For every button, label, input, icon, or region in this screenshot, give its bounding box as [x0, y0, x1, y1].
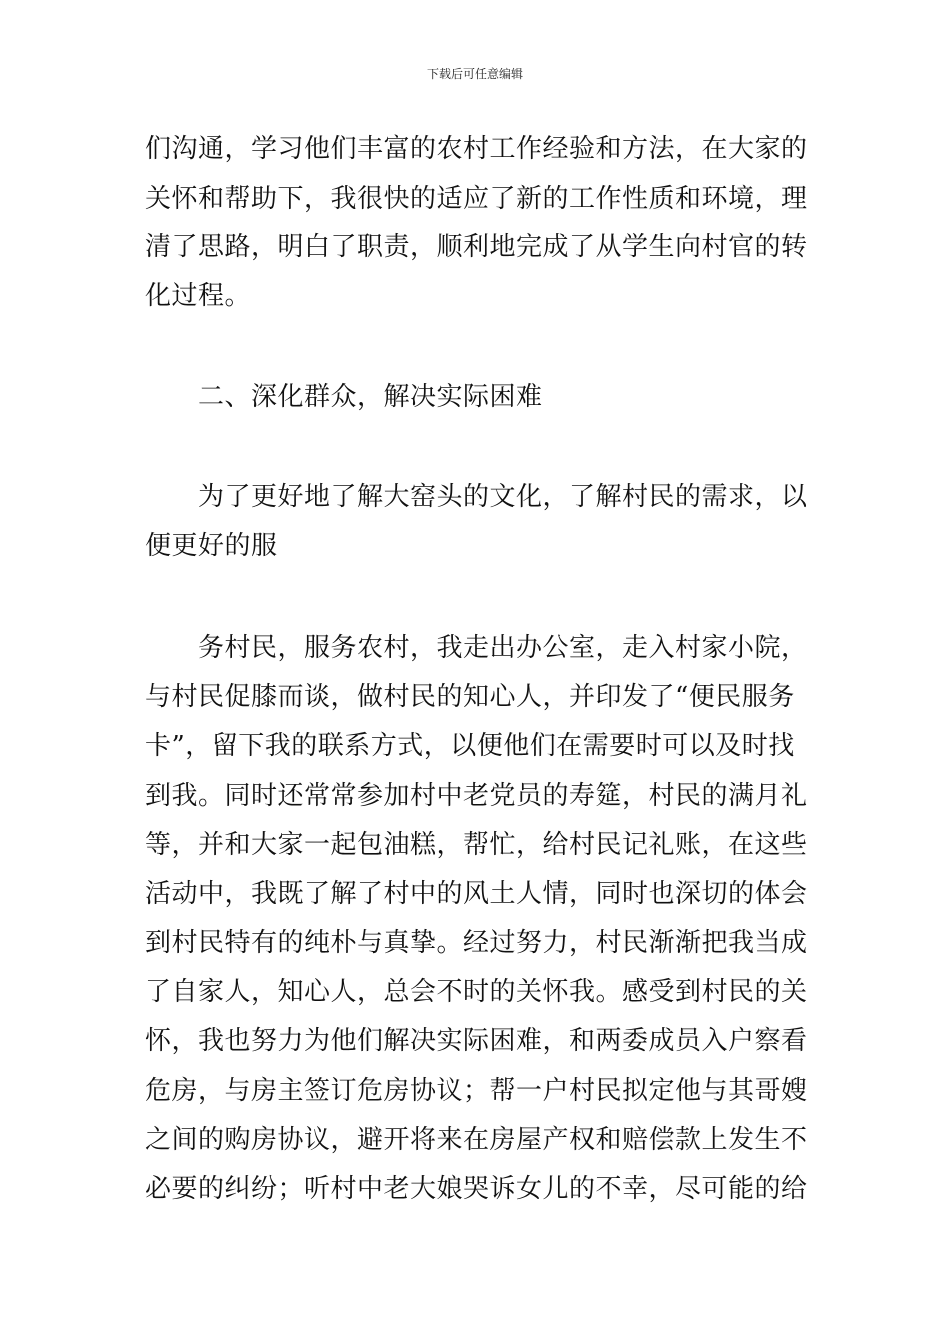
text-line: 化过程。 — [145, 281, 252, 311]
text-line: 清了思路，明白了职责，顺利地完成了从学生向村官的转 — [145, 232, 808, 262]
page-header: 下载后可任意编辑 — [426, 67, 523, 81]
text-line: 之间的购房协议，避开将来在房屋产权和赔偿款上发生不 — [145, 1125, 808, 1155]
text-line: 与村民促膝而谈，做村民的知心人，并印发了“便民服务 — [145, 682, 795, 712]
text-line: 危房，与房主签订危房协议；帮一户村民拟定他与其哥嫂 — [145, 1076, 808, 1106]
text-line: 怀，我也努力为他们解决实际困难，和两委成员入户察看 — [145, 1026, 808, 1056]
text-line: 了自家人，知心人，总会不时的关怀我。感受到村民的关 — [145, 977, 808, 1007]
text-line: 到我。同时还常常参加村中老党员的寿筵，村民的满月礼 — [145, 781, 808, 811]
section-heading: 二、深化群众，解决实际困难 — [198, 382, 543, 412]
text-line: 们沟通，学习他们丰富的农村工作经验和方法，在大家的 — [145, 134, 808, 164]
text-line: 等，并和大家一起包油糕，帮忙，给村民记礼账，在这些 — [145, 830, 808, 860]
text-line: 卡”，留下我的联系方式，以便他们在需要时可以及时找 — [145, 731, 795, 761]
text-line: 务村民，服务农村，我走出办公室，走入村家小院， — [198, 633, 808, 663]
text-line: 为了更好地了解大窑头的文化，了解村民的需求，以 — [198, 482, 808, 512]
text-line: 关怀和帮助下，我很快的适应了新的工作性质和环境，理 — [145, 184, 808, 214]
text-line: 便更好的服 — [145, 531, 278, 561]
text-line: 活动中，我既了解了村中的风土人情，同时也深切的体会 — [145, 879, 808, 909]
text-line: 到村民特有的纯朴与真挚。经过努力，村民渐渐把我当成 — [145, 928, 808, 958]
text-line: 必要的纠纷；听村中老大娘哭诉女儿的不幸，尽可能的给 — [145, 1174, 808, 1204]
